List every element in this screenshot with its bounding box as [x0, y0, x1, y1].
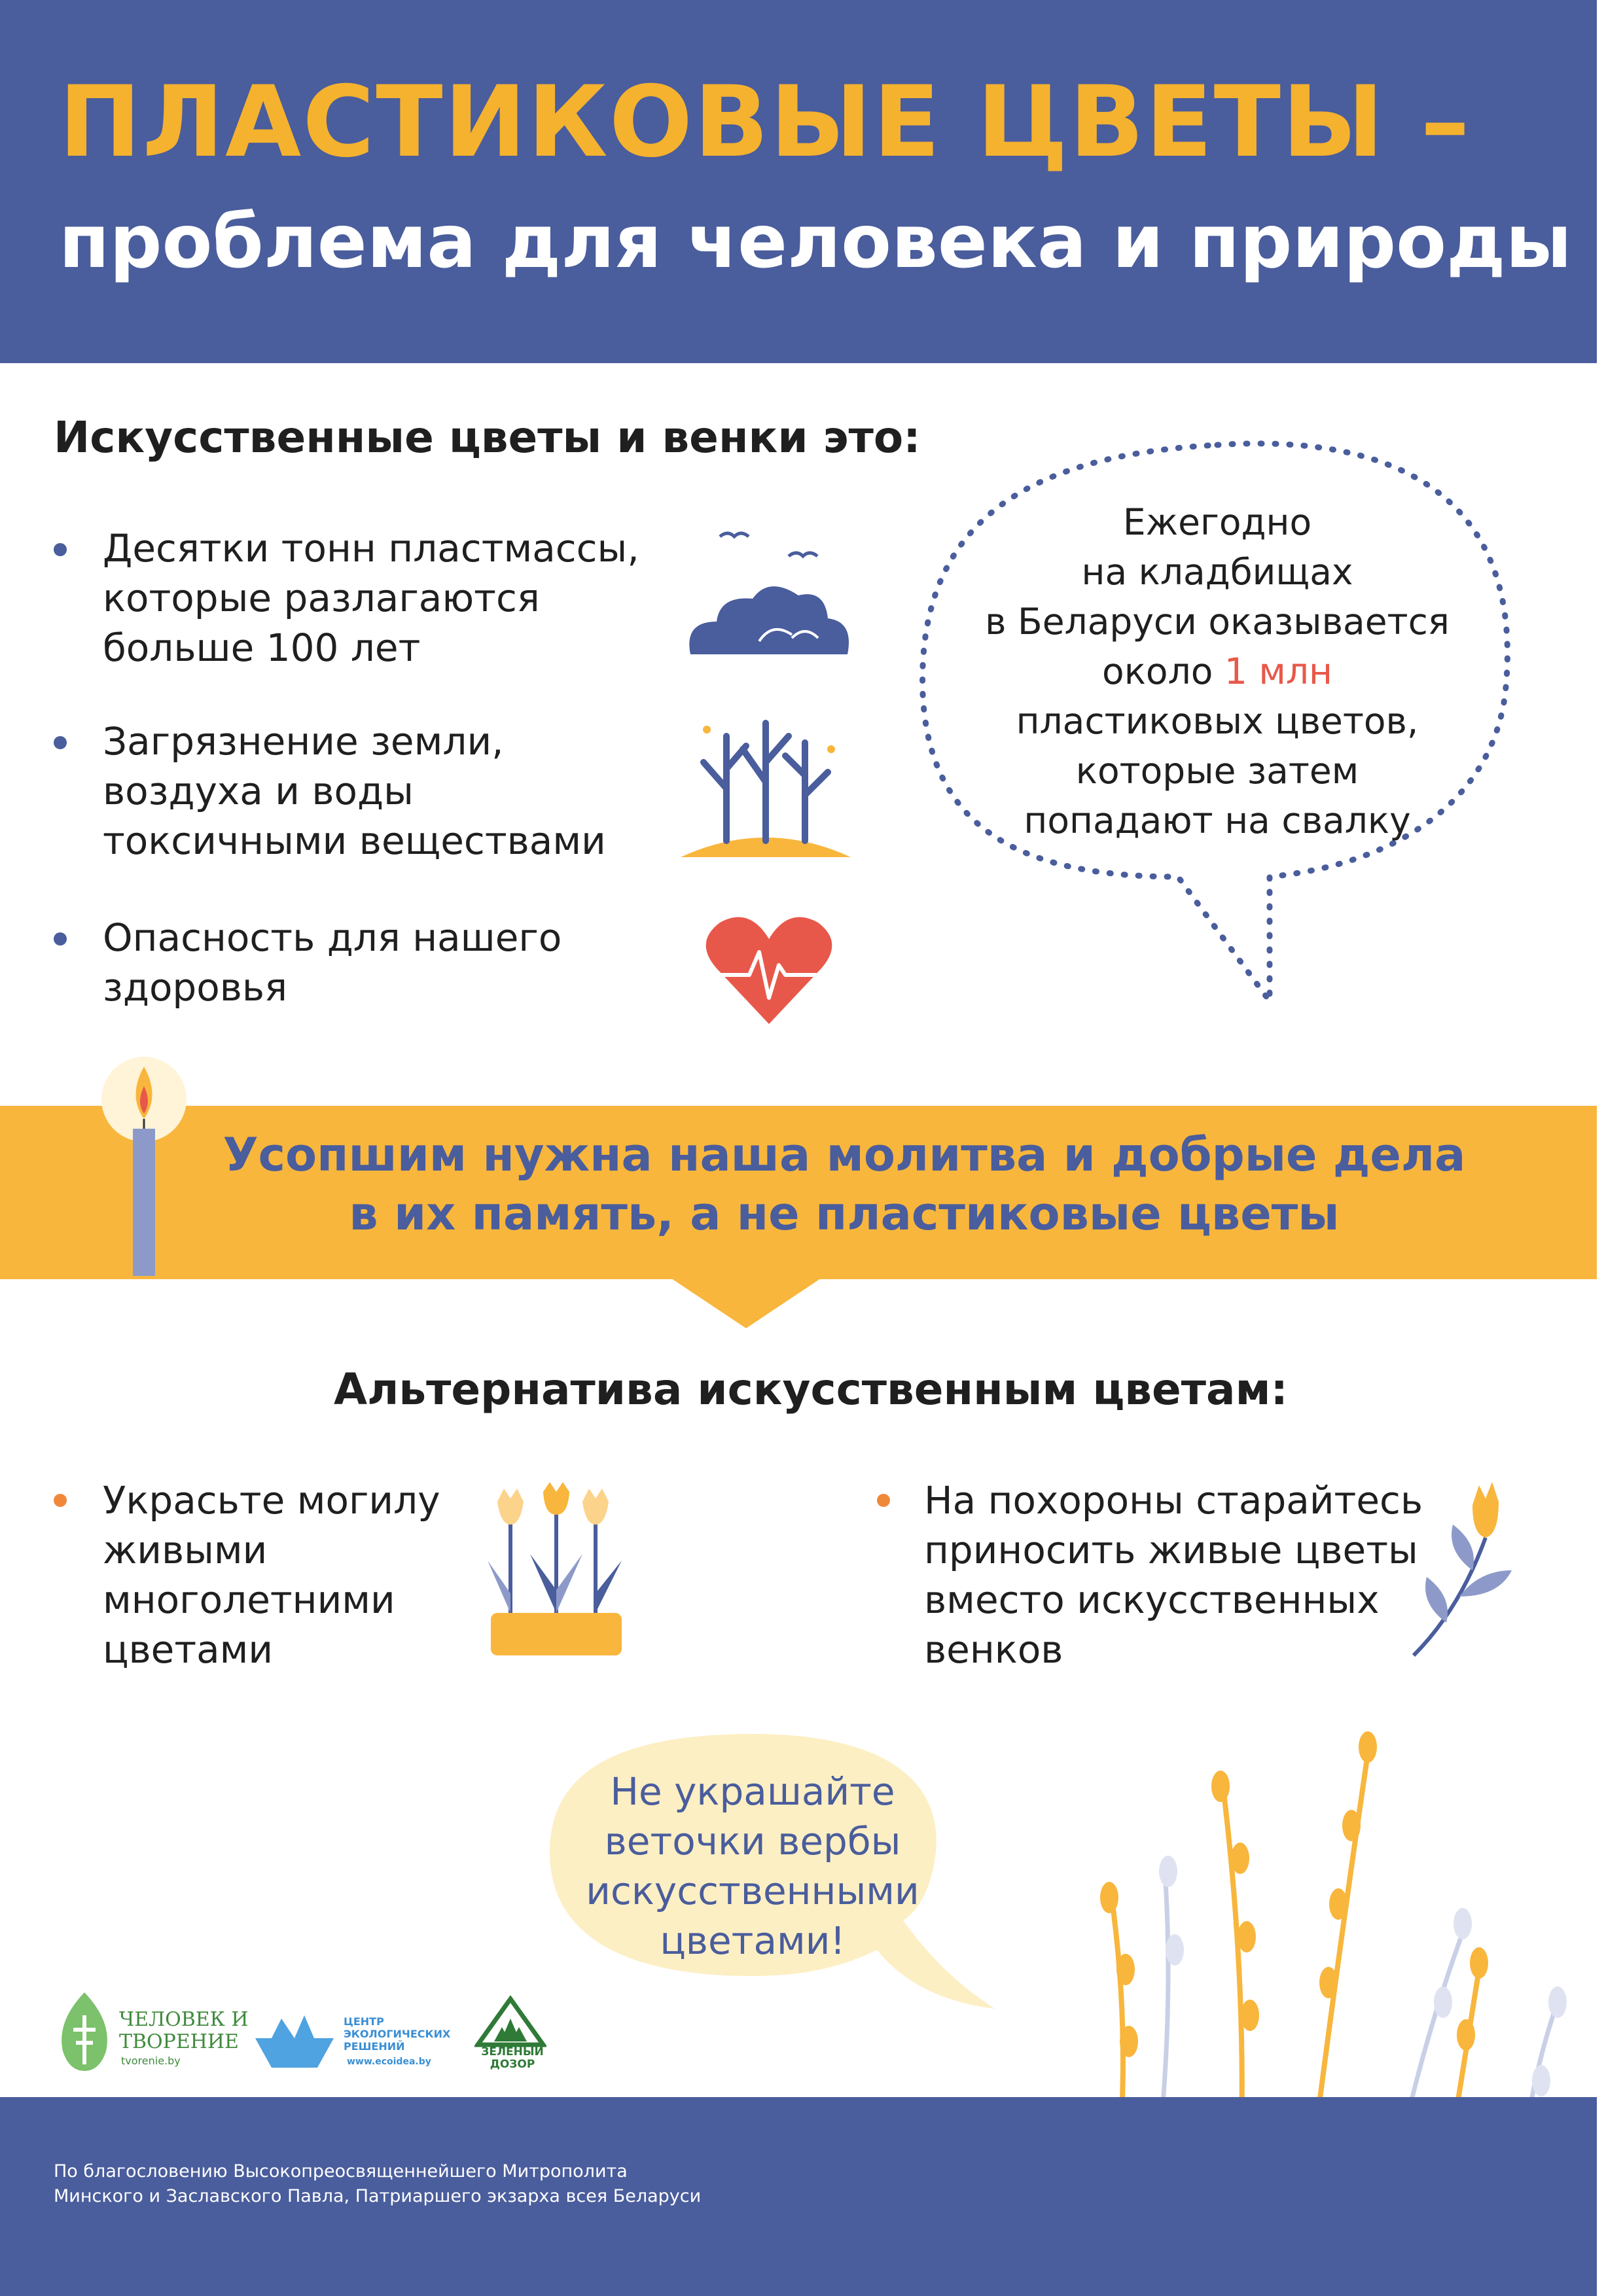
chelovek-i-tvorenie-logo-icon — [54, 1989, 116, 2074]
section-heading-alternative: Альтернатива искусственным цветам: — [334, 1364, 1288, 1415]
stat-prefix: около — [1102, 650, 1224, 692]
ecoidea-boat-logo-icon — [252, 2009, 337, 2074]
tip-bubble-text: Не украшайте веточки вербы искусственными цветами! — [586, 1769, 919, 1963]
bullet-dot — [877, 1494, 890, 1507]
page-title: ПЛАСТИКОВЫЕ ЦВЕТЫ – — [59, 65, 1471, 179]
ecoidea-url: www.ecoidea.by — [347, 2057, 431, 2067]
band-line: в их память, а не пластиковые цветы — [349, 1187, 1340, 1241]
list-item-text: На похороны старайтесь приносить живые цветы вместо искусственных венков — [924, 1478, 1423, 1672]
flower-branch-icon — [1407, 1479, 1525, 1662]
list-item-text: Опасность для нашего здоровья — [103, 915, 562, 1010]
list-item-text: Загрязнение земли, воздуха и воды токсичными веществами — [103, 719, 606, 863]
bullet-dot — [54, 736, 67, 749]
bullet-dot — [54, 1494, 67, 1507]
prayer-band-text — [157, 1125, 1531, 1243]
zeleny-dozor-logo: ЗЕЛЕНЫЙ ДОЗОР — [481, 2045, 544, 2071]
bullet-dot — [54, 932, 67, 945]
stat-bubble-text — [962, 497, 1472, 845]
list-item — [54, 1475, 473, 1674]
bullet-dot — [54, 543, 67, 556]
chelovek-i-tvorenie-logo: ЧЕЛОВЕК И ТВОРЕНИЕ — [119, 2008, 249, 2053]
header-band — [0, 0, 1597, 363]
band-line: Усопшим нужна наша молитва и добрые дела — [223, 1128, 1466, 1182]
stat-line: Ежегодно — [1122, 501, 1312, 543]
ecoidea-logo: ЦЕНТР ЭКОЛОГИЧЕСКИХ РЕШЕНИЙ — [344, 2015, 451, 2053]
section-heading-artificial: Искусственные цветы и венки это: — [54, 412, 921, 463]
list-item-text: Десятки тонн пластмассы, которые разлагаются больше 100 лет — [103, 526, 639, 670]
chelovek-i-tvorenie-url: tvorenie.by — [121, 2055, 181, 2067]
band-arrow — [668, 1276, 825, 1328]
list-item — [54, 523, 682, 673]
page-subtitle: проблема для человека и природы — [59, 200, 1572, 285]
stat-value: 1 млн — [1224, 650, 1332, 692]
list-item-text: Украсьте могилу живыми многолетними цветами — [103, 1478, 440, 1672]
list-item — [877, 1475, 1453, 1674]
dead-trees-icon — [674, 710, 857, 860]
landfill-icon — [681, 523, 851, 661]
list-item — [54, 716, 682, 866]
footer-blessing-text: По благословению Высокопреосвященнейшего Митрополита Минского и Заславского Павла, Патриаршего экзарха всея Беларуси — [54, 2161, 702, 2206]
stat-line: пластиковых цветов, — [1016, 700, 1419, 742]
stat-line: которые затем — [1075, 750, 1359, 792]
stat-line: на кладбищах — [1081, 551, 1353, 593]
stat-line: в Беларуси оказывается — [985, 601, 1450, 643]
stat-line — [962, 646, 1472, 696]
tulips-icon — [484, 1482, 628, 1659]
list-item — [54, 913, 682, 1012]
zeleny-dozor-logo-icon — [474, 1996, 546, 2048]
heart-pulse-icon — [704, 913, 834, 1027]
stat-line: попадают на свалку — [1024, 800, 1411, 841]
